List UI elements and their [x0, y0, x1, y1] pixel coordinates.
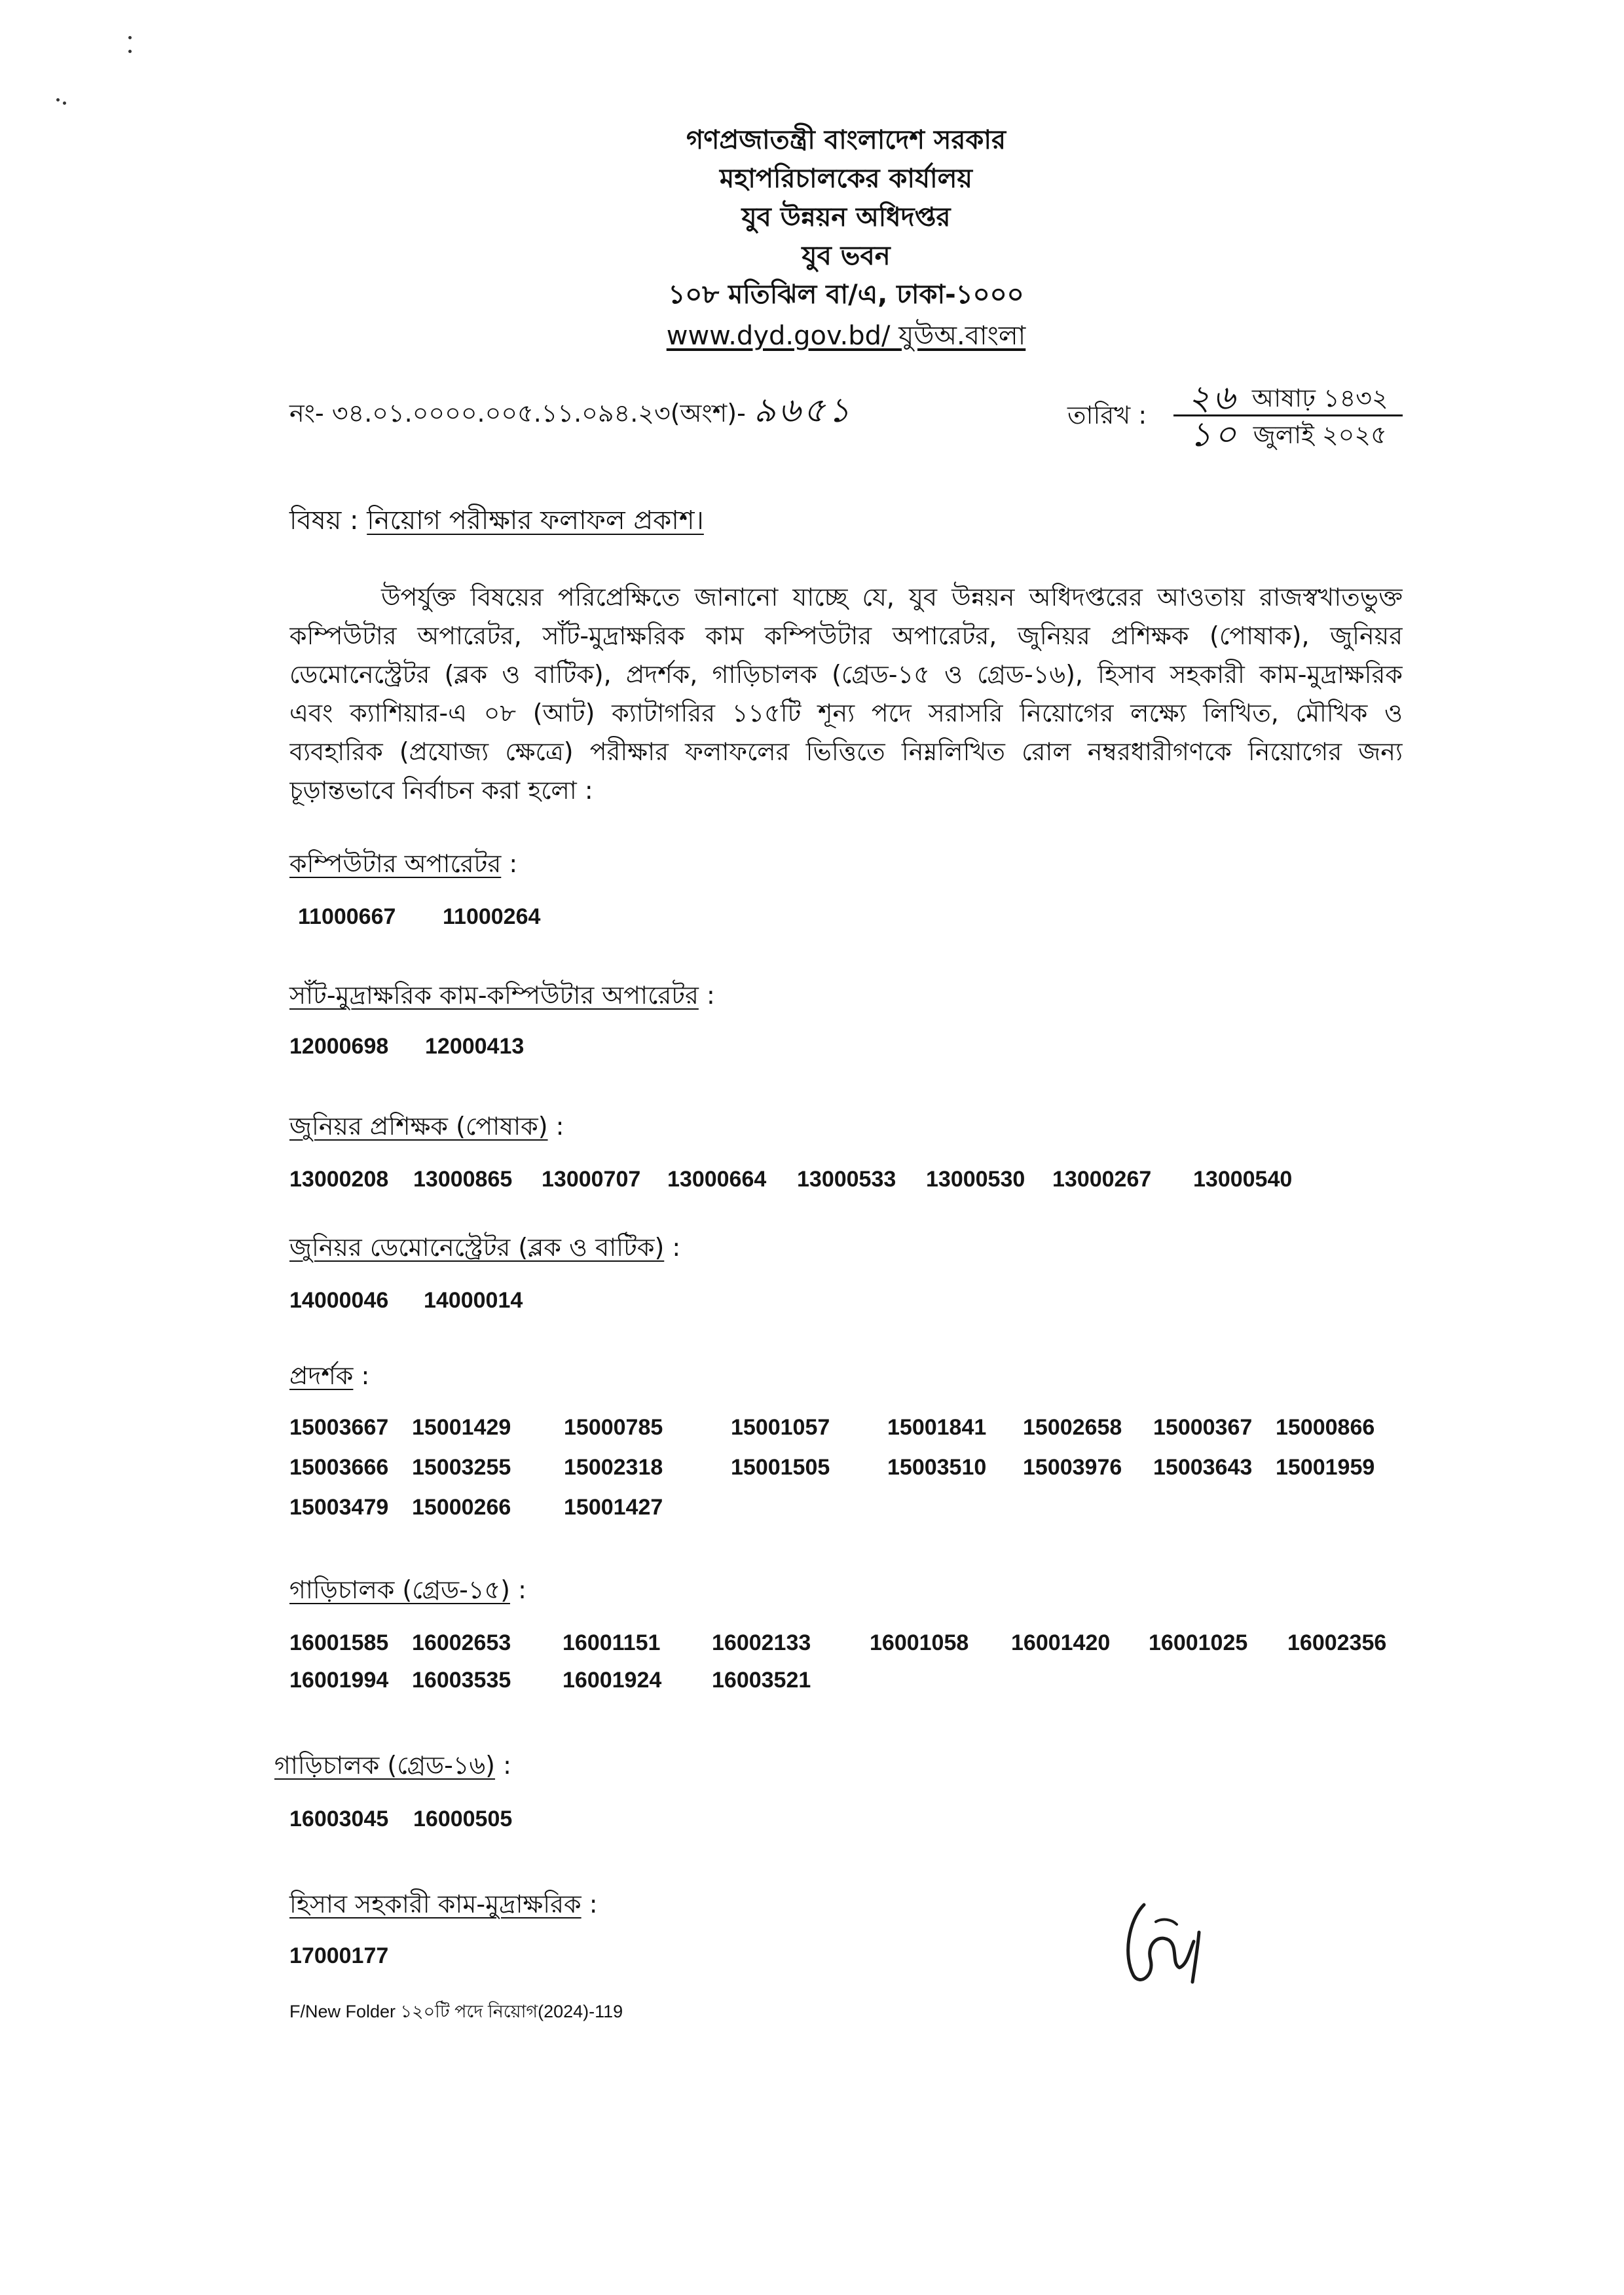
website-link: www.dyd.gov.bd/ যুউঅ.বাংলা [666, 321, 1026, 351]
body-paragraph [289, 578, 1403, 810]
section-heading-stenotypist-computer-operator [289, 979, 715, 1012]
subject-text: নিয়োগ পরীক্ষার ফলাফল প্রকাশ। [367, 505, 704, 536]
file-path-footer: F/New Folder ১২০টি পদে নিয়োগ(2024)-119 [289, 2002, 623, 2021]
roll-number: 15003479 [289, 1495, 389, 1520]
roll-number: 13000208 [289, 1167, 389, 1192]
section-title: সাঁট-মুদ্রাক্ষরিক কাম-কম্পিউটার অপারেটর [289, 981, 699, 1010]
roll-number: 15003666 [289, 1455, 389, 1480]
memo-number: নং- ৩৪.০১.০০০০.০০৫.১১.০৯৪.২৩(অংশ)- [289, 399, 746, 428]
date-english-row [1173, 416, 1403, 453]
section-colon: : [672, 1233, 681, 1262]
roll-list-accounts-assistant [289, 1941, 420, 1970]
roll-number: 15000367 [1153, 1415, 1253, 1440]
roll-number: 15001959 [1276, 1455, 1375, 1480]
section-heading-accounts-assistant [289, 1888, 598, 1920]
roll-number: 13000267 [1052, 1167, 1152, 1192]
body-line: ব্যবহারিক (প্রযোজ্য ক্ষেত্রে) পরীক্ষার ফলাফলের ভিত্তিতে নিম্নলিখিত রোল নম্বরধারীগণকে নিয়োগের জন্য [289, 737, 1403, 766]
roll-number: 14000046 [289, 1288, 389, 1313]
roll-number: 16002133 [712, 1630, 811, 1655]
roll-number: 16000505 [413, 1807, 513, 1831]
section-colon: : [589, 1890, 598, 1919]
section-title: কম্পিউটার অপারেটর [289, 849, 502, 878]
section-title: গাড়িচালক (গ্রেড-১৫) [289, 1575, 510, 1604]
roll-list-junior-instructor-dress [289, 1165, 1318, 1194]
roll-number: 16003521 [712, 1668, 811, 1693]
roll-number: 13000664 [667, 1167, 767, 1192]
memo-serial-handwritten: ৯৬৫১ [753, 391, 853, 430]
roll-list-computer-operator [298, 902, 587, 931]
roll-list-stenotypist-computer-operator [289, 1032, 561, 1061]
roll-number: 15001057 [731, 1415, 830, 1440]
roll-number: 16002356 [1287, 1630, 1387, 1655]
roll-list-demonstrator [289, 1408, 1400, 1528]
section-title: গাড়িচালক (গ্রেড-১৬) [274, 1751, 496, 1780]
section-heading-driver-grade-16 [274, 1749, 511, 1782]
roll-number: 16001151 [563, 1630, 661, 1655]
roll-number: 15003976 [1023, 1455, 1122, 1480]
memo-reference [289, 391, 853, 430]
section-heading-demonstrator [289, 1359, 369, 1392]
section-colon: : [706, 981, 715, 1010]
roll-number: 16003045 [289, 1807, 389, 1831]
section-colon: : [518, 1575, 526, 1604]
section-heading-junior-demonstrator [289, 1231, 680, 1264]
roll-number: 16003535 [412, 1668, 511, 1693]
roll-number: 16001420 [1011, 1630, 1111, 1655]
roll-number: 13000865 [413, 1167, 513, 1192]
roll-number: 16002653 [412, 1630, 511, 1655]
date-label: তারিখ : [1067, 401, 1147, 430]
roll-number: 15003643 [1153, 1455, 1253, 1480]
roll-number: 15002658 [1023, 1415, 1122, 1440]
building-name: যুব ভবন [802, 241, 891, 271]
roll-number: 13000707 [542, 1167, 641, 1192]
section-heading-junior-instructor-dress [289, 1110, 564, 1143]
section-colon: : [555, 1112, 564, 1141]
roll-number: 15000866 [1276, 1415, 1375, 1440]
roll-number: 11000264 [443, 904, 541, 929]
roll-number: 15001427 [564, 1495, 663, 1520]
roll-number: 16001585 [289, 1630, 389, 1655]
roll-number: 16001994 [289, 1668, 389, 1693]
scan-mark [63, 101, 66, 105]
roll-number: 16001058 [870, 1630, 969, 1655]
subject-line [289, 504, 704, 537]
body-line: ডেমোনেস্ট্রেটর (ব্লক ও বাটিক), প্রদর্শক, গাড়িচালক (গ্রেড-১৫ ও গ্রেড-১৬), হিসাব সহকারী কাম-মুদ্রাক্ষরিক [289, 660, 1403, 689]
scan-mark [128, 36, 132, 39]
roll-number: 13000530 [926, 1167, 1025, 1192]
section-title: জুনিয়র প্রশিক্ষক (পোষাক) [289, 1112, 548, 1141]
roll-number: 15000266 [412, 1495, 511, 1520]
roll-number: 14000014 [424, 1288, 523, 1313]
date-bangla-month-year: আষাঢ় ১৪৩২ [1251, 384, 1388, 413]
section-title: প্রদর্শক [289, 1361, 354, 1390]
roll-number: 16001924 [563, 1668, 662, 1693]
section-colon: : [503, 1751, 511, 1780]
date-bangla-day: ২৬ [1188, 378, 1238, 418]
roll-number: 15003255 [412, 1455, 511, 1480]
roll-number: 17000177 [289, 1943, 389, 1968]
roll-number: 12000413 [425, 1034, 525, 1059]
body-line: কম্পিউটার অপারেটর, সাঁট-মুদ্রাক্ষরিক কাম কম্পিউটার অপারেটর, জুনিয়র প্রশিক্ষক (পোষাক), জুনিয়র [289, 621, 1403, 650]
scan-mark [56, 98, 60, 101]
roll-number: 15001505 [731, 1455, 830, 1480]
section-heading-driver-grade-15 [289, 1573, 526, 1606]
roll-number: 13000540 [1193, 1167, 1293, 1192]
date-block [1173, 363, 1403, 453]
roll-number: 15002318 [564, 1455, 663, 1480]
roll-number: 15003510 [887, 1455, 987, 1480]
body-line: চূড়ান্তভাবে নির্বাচন করা হলো : [289, 776, 593, 805]
date-english-month-year: জুলাই ২০২৫ [1253, 420, 1387, 449]
section-heading-computer-operator [289, 847, 517, 880]
roll-list-driver-grade-16 [289, 1805, 537, 1833]
section-title: হিসাব সহকারী কাম-মুদ্রাক্ষরিক [289, 1890, 581, 1919]
section-colon: : [509, 849, 518, 878]
roll-number: 13000533 [797, 1167, 896, 1192]
roll-number: 15003667 [289, 1415, 389, 1440]
roll-number: 15001841 [887, 1415, 987, 1440]
roll-number: 15001429 [412, 1415, 511, 1440]
roll-number: 11000667 [298, 904, 396, 929]
roll-number: 15000785 [564, 1415, 663, 1440]
date-english-day: ১০ [1189, 415, 1239, 454]
office-name: মহাপরিচালকের কার্যালয় [720, 164, 972, 194]
subject-label: বিষয় : [289, 505, 359, 536]
address: ১০৮ মতিঝিল বা/এ, ঢাকা-১০০০ [668, 280, 1024, 310]
date-divider [1173, 363, 1403, 416]
roll-list-driver-grade-15 [289, 1625, 1412, 1699]
government-name: গণপ্রজাতন্ত্রী বাংলাদেশ সরকার [686, 125, 1006, 155]
roll-list-junior-demonstrator [289, 1286, 558, 1315]
body-line: উপর্যুক্ত বিষয়ের পরিপ্রেক্ষিতে জানানো যাচ্ছে যে, যুব উন্নয়ন অধিদপ্তরের আওতায় রাজস্বখাতভুক্ত [381, 583, 1403, 612]
section-title: জুনিয়র ডেমোনেস্ট্রেটর (ব্লক ও বাটিক) [289, 1233, 665, 1262]
letterhead [584, 121, 1108, 356]
section-colon: : [361, 1361, 370, 1390]
signature [1116, 1896, 1215, 1991]
body-line: এবং ক্যাশিয়ার-এ ০৮ (আট) ক্যাটাগরির ১১৫টি শূন্য পদে সরাসরি নিয়োগের লক্ষ্যে লিখিত, মৌখিক ও [289, 699, 1403, 727]
department-name: যুব উন্নয়ন অধিদপ্তর [741, 202, 951, 232]
scan-mark [128, 50, 132, 53]
roll-number: 16001025 [1149, 1630, 1248, 1655]
roll-number: 12000698 [289, 1034, 389, 1059]
